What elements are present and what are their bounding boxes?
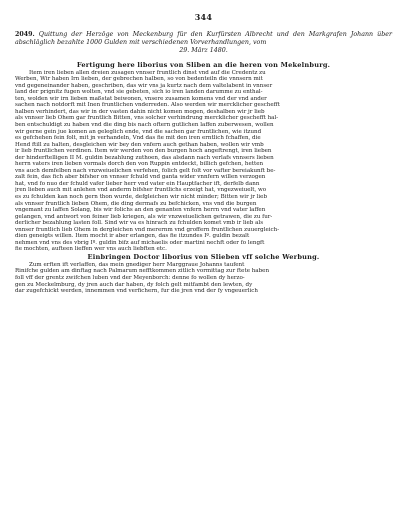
document-number: 2049. [15, 31, 35, 38]
title-line-3: 29. März 1480. [179, 47, 228, 55]
section1-heading: Fertigung here liborius von Sliben an die heren von Mekelnburg. [76, 60, 331, 69]
text-line: jren lieben auch mit anlehen vnd anderm bifsher fruntlichs erzeigt hat, vngezweiuelt, wo [15, 187, 267, 194]
text-line: vnd gegeneinander haben, geschriben, das wir vns ja kurtz nach dem valtelabent in vnnser [15, 82, 273, 89]
text-line: es gefchehen fein folt, mit jn verhandeln, Vnd das fie mit den iren erntlich fchaffen, die [15, 135, 261, 142]
text-line: gelangen, vnd antwort von feiner lieb kriegen, als wir vnzweiuelichen getrawen, die zu fur- [15, 213, 273, 220]
text-line: es zu fchulden kan noch gern thon wurde, defgleichen wir nicht minder; Bitten wir jr lieb [15, 194, 268, 200]
text-line: hat, vnd fo nuo der fchuld vafer lieber herr vnd vater ein Hauptfacher ift, derfelb dann [15, 180, 260, 187]
text-line: Hend ftill zu halten, desgleichen wir bey den vnfern auch gethan haben, wollen wir vmb [15, 141, 264, 148]
title-line-1: Quittung der Herzöge von Meckenburg für den Kurfürsten Albrecht und den Markgrafen [38, 31, 347, 38]
section1-body [15, 70, 392, 253]
text-line: als vnnser lieb Ohem gar fruntlich Bitten, vns solcher verhindrung mercklicher geschefft hal- [15, 115, 279, 122]
text-line: herrn vaters iren lieben vormals dorch den von Ruppin entdeckt, billich gefchen, hetten [15, 161, 264, 168]
text-line: fie mochten, aufteen lieffen wer vns auch liebften etc. [15, 246, 167, 253]
section2-body [15, 262, 392, 295]
text-line: dar zugefchickt werden, innemmen vnd verfichern, fur die jren vnd der fy vngeuerlich [15, 288, 258, 295]
text-line: Rinifche gulden am dinftag nach Palmarum nefftkommen zitlich vormittag zur ftete haben [15, 268, 270, 275]
text-line: ir lieb fruntlichen verdinen. Item wir werden von den burgen hoch angeftrengt, iren lieben [15, 148, 272, 155]
text-line: ben entschuldigt zu haben vnd die ding bis nach oftern gutlichen laffen zuberwesen, wollen [15, 121, 274, 128]
text-line: dien geneigts willen. Item mocht ir aber erlangen, das fie itzundes Iº. guldin bezalt [15, 233, 250, 240]
document-title [15, 31, 392, 47]
text-line: ten, wolden wir irn lieben maßstat beiwonen, vnsere zusamen komens vnd der vnd ander [15, 95, 267, 102]
text-line: derlicher bezahlung lasten foll. Sind wir va es hinrach zu fchulden komet vmb ir lieb als [15, 220, 264, 227]
text-line: Item iren lieben allen dreien zusagen vnnser fruntlich dinst vnd auf die Credentz zu [29, 69, 266, 76]
title-line-2: Johann über abschläglich bezahlte 1000 Gulden mit verschiedenen Vorverhandlungen, vom [15, 31, 392, 47]
text-line: gen zu Meckelmburg, dy jren auch dar haben, dy folch gelt mitfambt den lewten, dy [15, 281, 253, 288]
text-line: vnnser fruntlich lieb Ohem in dergleichen vnd merernm vnd groffern fruntlichen zuuergleich- [15, 226, 280, 233]
text-line: land der prignitz fugen wolten, vnd sie gebeten, sich io iren landen darumme zu enthal- [15, 89, 263, 96]
text-line: vns auch demfelben nach vnzweiuelichen verfehen, folich gelt folt vor vafter bereiakunft be- [15, 167, 276, 174]
text-line: foll vff der grentz zwifchen luben vnd der Meyenborch: denne fo wollen dy herzo- [15, 275, 245, 282]
text-line: wir gerne gein jue komen an geleglich ende, vnd die sachen gar fruntlichen, wie itzund [15, 128, 262, 135]
text-line: vngemant zu laffen Solang, bis wir folichs an den genanten vnfern herrn vnd vater laffen [15, 207, 266, 214]
text-line: halben verhindert, das wir in der vasten dahin nicht komen mogen, deshalben wir jr lieb [15, 108, 265, 115]
section2-heading: Einbringen Doctor liborius von Slieben vff solche Werbung. [87, 252, 320, 261]
text-line: der hinderftelligen II M. guldin bezahlung zuthoen, das alsdann nach verlafs vnnsers lieben [15, 154, 274, 161]
text-line: sachen nach notdorft mit Inen fruntlichen vnderreden. Also werden wir mercklicher geschefft [15, 102, 280, 109]
text-line: zalt fein, das fich aber bifsher on vnnser fchuld vnd ganta wider vnnfern willen verzogen [15, 174, 266, 181]
text-line: Werben, Wir haben Irn lieben, der gebrechen halben, so von bedenteiln die vnnsern mit [15, 76, 263, 83]
page-number: 344 [194, 12, 213, 22]
text-line: nehmen vnd vns des vbrig Iº. guldin bifz auf michaelis oder martini nechft oder fo lengft [15, 239, 265, 246]
text-line: als vnnser fruntlich lieben Ohem, die ding dermafs zu befchicken, vns vnd die burgen [15, 200, 257, 207]
text-line: Zum erften ift verlaffen, das mein gnediger herr Marggraue Johanns taufent [29, 261, 245, 268]
